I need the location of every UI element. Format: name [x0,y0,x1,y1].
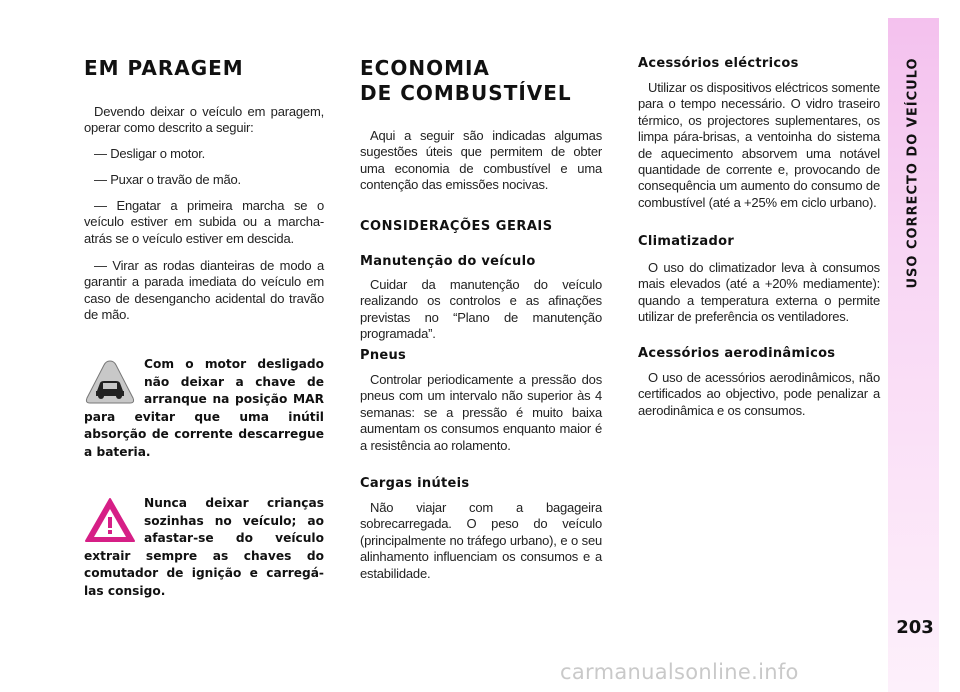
section-title-acessorios-electricos: Acessórios eléctricos [638,56,799,71]
section-body-climatizador: O uso do climatizador leva à consumos mais elevados (até a +20% mediamente): quando a temperatura externa o permite utilizar de preferência os ventiladores. [638,260,880,325]
section-title-climatizador: Climatizador [638,234,735,249]
paragem-step-2: — Puxar o travão de mão. [94,172,241,187]
page-number: 203 [896,617,934,638]
heading-em-paragem: EM PARAGEM [84,56,244,80]
heading-economia-line2: DE COMBUSTÍVEL [360,81,572,105]
section-title-cargas: Cargas inúteis [360,476,470,491]
section-body-cargas: Não viajar com a bagageira sobrecarregada. O peso do veículo (principalmente no tráfego urbano), e o seu alinhamento influenciam os consumos e a estabilidade. [360,500,602,581]
paragem-step-4: — Virar as rodas dianteiras de modo a garantir a parada imediata do veículo em caso de desengancho acidental do travão de mão. [84,258,324,323]
heading-economia-line1: ECONOMIA [360,56,490,80]
section-body-aerodinamicos: O uso de acessórios aerodinâmicos, não certificados ao objectivo, pode penalizar a aerodinâmica e os consumos. [638,370,880,418]
heading-economia [360,56,572,106]
section-body-acessorios-electricos: Utilizar os dispositivos eléctricos somente para o tempo necessário. O vidro traseiro térmico, os projectores suplementares, os limpa pára-brisas, a ventoinha do sistema de aquecimento absorvem uma notável quantidade de corrente e, provocando de consequência um aumento do consumo de combustível (até a +25% em ciclo urbano). [638,80,880,210]
section-body-manutencao: Cuidar da manutenção do veículo realizando os controlos e as afinações previstas no “Plano de manutenção programada”. [360,277,602,342]
chapter-title [902,58,924,288]
watermark: carmanualsonline.info [560,660,799,684]
economia-intro: Aqui a seguir são indicadas algumas sugestões úteis que permitem de obter uma economia de combustível e uma contenção das emissões nocivas. [360,128,602,193]
paragem-step-1: — Desligar o motor. [94,146,206,161]
section-title-manutencao: Manutenção do veículo [360,254,536,269]
section-body-pneus: Controlar periodicamente a pressão dos pneus com um intervalo não superior às 4 semanas: se a pressão é muito baixa aumentam os consumos enquanto maior é a resistência ao rolamento. [360,372,602,453]
children-warning-text: Nunca deixar crianças sozinhas no veículo; ao afastar-se do veículo extrair sempre as chaves do comutador de ignição e carregá-las consigo. [84,496,324,598]
car-battery-icon [84,358,136,406]
warning-triangle-icon [84,497,136,545]
paragem-intro: Devendo deixar o veículo em paragem, operar como descrito a seguir: [84,104,324,136]
chapter-title-text: USO CORRECTO DO VEÍCULO [905,57,921,289]
section-title-aerodinamicos: Acessórios aerodinâmicos [638,346,836,361]
children-warning [84,495,324,601]
battery-note-text: Com o motor desligado não deixar a chave de arranque na posição MAR para evitar que uma inútil absorção de corrente descarregue a bateria. [84,357,324,459]
subheading-consideracoes: CONSIDERAÇÕES GERAIS [360,219,553,234]
battery-note [84,356,324,462]
section-title-pneus: Pneus [360,348,407,363]
paragem-step-3: — Engatar a primeira marcha se o veículo estiver em subida ou a marcha-atrás se o veículo estiver em descida. [84,198,324,246]
